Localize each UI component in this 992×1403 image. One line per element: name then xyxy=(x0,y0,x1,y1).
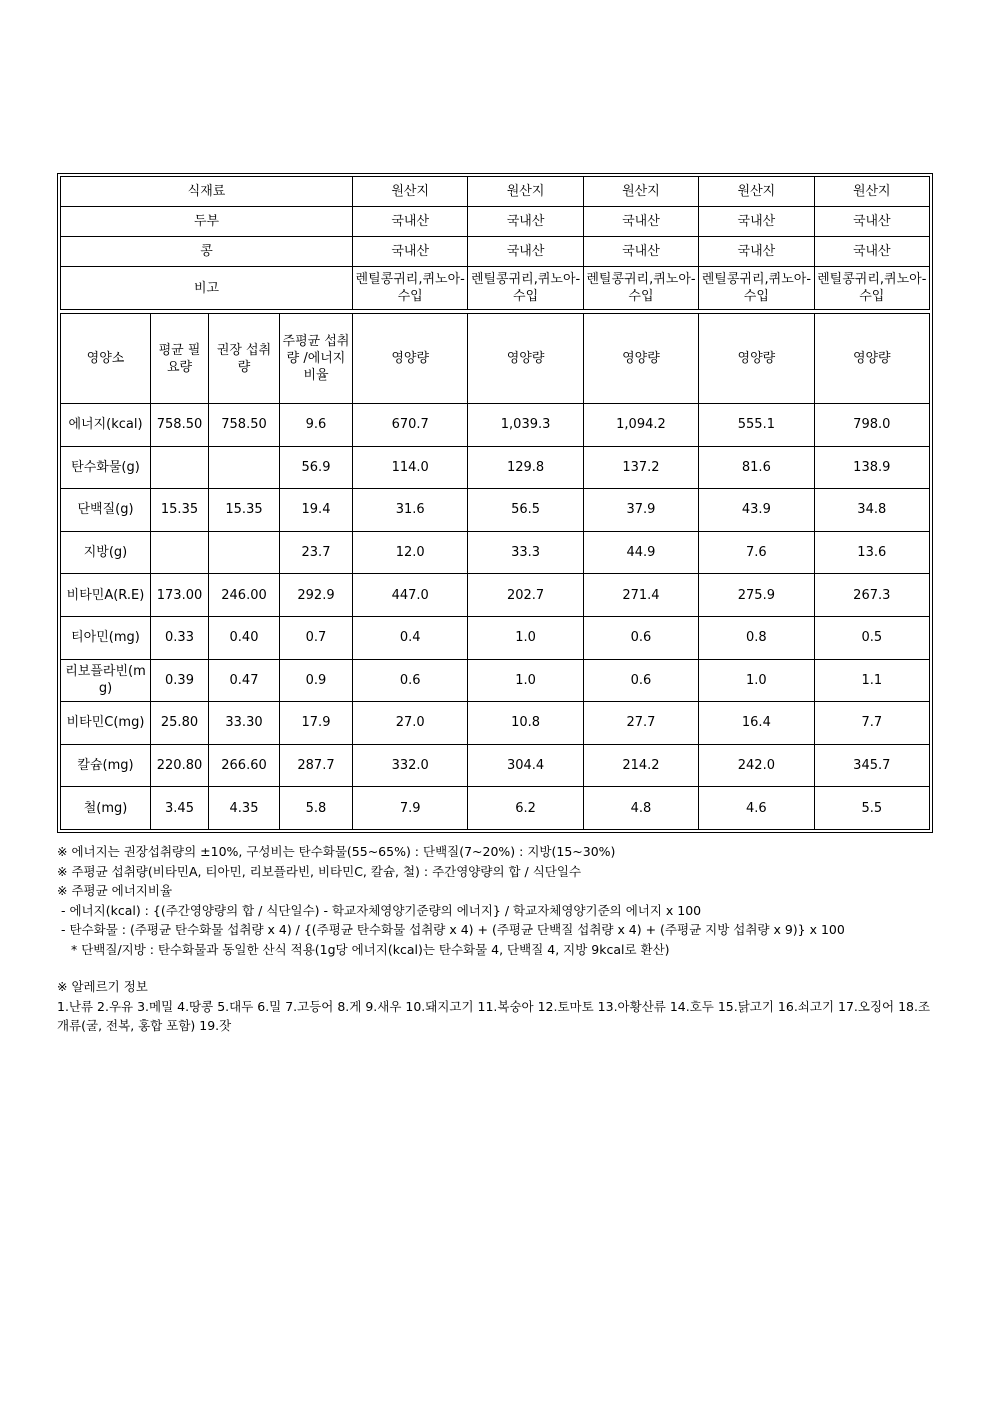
nutrient-amount: 27.0 xyxy=(353,702,468,745)
nutrient-amount: 0.6 xyxy=(583,659,698,702)
nutrient-amount: 0.4 xyxy=(353,616,468,659)
origin-value: 렌틸콩귀리,퀴노아-수입 xyxy=(583,267,698,310)
nutrient-name: 탄수화물(g) xyxy=(61,446,151,489)
nutrient-name: 칼슘(mg) xyxy=(61,744,151,787)
weekly-average-value: 292.9 xyxy=(280,574,353,617)
nutrient-amount: 27.7 xyxy=(583,702,698,745)
nutrient-amount: 33.3 xyxy=(468,531,583,574)
avg-required-value: 3.45 xyxy=(151,787,209,830)
nutrient-amount: 34.8 xyxy=(814,489,929,532)
nutrient-amount: 0.8 xyxy=(699,616,814,659)
origin-header: 원산지 xyxy=(468,177,583,207)
recommended-value: 4.35 xyxy=(209,787,280,830)
avg-required-value: 15.35 xyxy=(151,489,209,532)
nutrition-row xyxy=(61,616,930,659)
nutrient-amount: 44.9 xyxy=(583,531,698,574)
nutrient-amount: 447.0 xyxy=(353,574,468,617)
origin-header-row xyxy=(61,177,930,207)
nutrient-amount: 43.9 xyxy=(699,489,814,532)
nutrient-amount: 0.5 xyxy=(814,616,929,659)
nutrition-row xyxy=(61,404,930,447)
origin-value: 렌틸콩귀리,퀴노아-수입 xyxy=(468,267,583,310)
nutrient-amount: 267.3 xyxy=(814,574,929,617)
origin-value: 국내산 xyxy=(468,237,583,267)
nutrient-amount: 7.6 xyxy=(699,531,814,574)
recommended-value: 33.30 xyxy=(209,702,280,745)
origin-table xyxy=(60,176,930,310)
origin-value: 국내산 xyxy=(583,237,698,267)
origin-row-label: 콩 xyxy=(61,237,353,267)
recommended-header: 권장 섭취량 xyxy=(209,314,280,404)
origin-header: 원산지 xyxy=(814,177,929,207)
nutrient-amount: 1.0 xyxy=(468,659,583,702)
nutrient-amount: 0.6 xyxy=(353,659,468,702)
nutrient-amount: 4.6 xyxy=(699,787,814,830)
nutrient-amount: 7.9 xyxy=(353,787,468,830)
energy-ratio-title: ※ 주평균 에너지비율 xyxy=(57,883,173,898)
weekly-average-value: 23.7 xyxy=(280,531,353,574)
nutrient-amount: 31.6 xyxy=(353,489,468,532)
amount-header: 영양량 xyxy=(699,314,814,404)
nutrition-row xyxy=(61,489,930,532)
nutrient-amount: 37.9 xyxy=(583,489,698,532)
nutrient-amount: 13.6 xyxy=(814,531,929,574)
amount-header: 영양량 xyxy=(814,314,929,404)
origin-value: 국내산 xyxy=(353,237,468,267)
origin-row-label: 두부 xyxy=(61,207,353,237)
nutrient-name: 비타민C(mg) xyxy=(61,702,151,745)
nutrition-row xyxy=(61,659,930,702)
nutrient-amount: 798.0 xyxy=(814,404,929,447)
avg-required-value xyxy=(151,531,209,574)
nutrient-amount: 56.5 xyxy=(468,489,583,532)
origin-header: 원산지 xyxy=(699,177,814,207)
avg-required-value xyxy=(151,446,209,489)
origin-value: 국내산 xyxy=(699,237,814,267)
nutrient-amount: 7.7 xyxy=(814,702,929,745)
avg-required-value: 0.39 xyxy=(151,659,209,702)
avg-required-value: 0.33 xyxy=(151,616,209,659)
origin-row xyxy=(61,237,930,267)
amount-header: 영양량 xyxy=(583,314,698,404)
origin-value: 국내산 xyxy=(699,207,814,237)
weekly-average-value: 5.8 xyxy=(280,787,353,830)
origin-value: 국내산 xyxy=(468,207,583,237)
amount-header: 영양량 xyxy=(468,314,583,404)
origin-value: 렌틸콩귀리,퀴노아-수입 xyxy=(353,267,468,310)
weekly-average-note: ※ 주평균 섭취량(비타민A, 티아민, 리보플라빈, 비타민C, 칼슘, 철) : 주간영양량의 합 / 식단일수 xyxy=(57,863,582,879)
weekly-average-value: 19.4 xyxy=(280,489,353,532)
nutrition-header-row xyxy=(61,314,930,404)
nutrient-amount: 0.6 xyxy=(583,616,698,659)
weekly-average-value: 17.9 xyxy=(280,702,353,745)
nutrient-amount: 555.1 xyxy=(699,404,814,447)
nutrient-name: 철(mg) xyxy=(61,787,151,830)
weekly-average-value: 0.7 xyxy=(280,616,353,659)
origin-row-label: 비고 xyxy=(61,267,353,310)
nutrient-name: 지방(g) xyxy=(61,531,151,574)
avg-required-value: 220.80 xyxy=(151,744,209,787)
nutrient-amount: 271.4 xyxy=(583,574,698,617)
nutrition-row xyxy=(61,446,930,489)
amount-header: 영양량 xyxy=(353,314,468,404)
origin-row xyxy=(61,267,930,310)
protein-fat-ratio-note: * 단백질/지방 : 탄수화물과 동일한 산식 적용(1g당 에너지(kcal)는 탄수화물 4, 단백질 4, 지방 9kcal로 환산) xyxy=(71,941,670,957)
weekly-average-value: 9.6 xyxy=(280,404,353,447)
avg-required-value: 25.80 xyxy=(151,702,209,745)
nutrition-row xyxy=(61,787,930,830)
nutrient-amount: 16.4 xyxy=(699,702,814,745)
avg-required-value: 758.50 xyxy=(151,404,209,447)
ingredient-label: 식재료 xyxy=(61,177,353,207)
nutrition-table xyxy=(60,313,930,830)
nutrient-amount: 138.9 xyxy=(814,446,929,489)
nutrition-row xyxy=(61,531,930,574)
nutrition-row xyxy=(61,702,930,745)
origin-row xyxy=(61,207,930,237)
nutrient-amount: 1,039.3 xyxy=(468,404,583,447)
origin-value: 국내산 xyxy=(814,237,929,267)
avg-required-value: 173.00 xyxy=(151,574,209,617)
nutrient-amount: 1,094.2 xyxy=(583,404,698,447)
origin-header: 원산지 xyxy=(583,177,698,207)
origin-value: 국내산 xyxy=(814,207,929,237)
notes-section xyxy=(57,842,937,1036)
weekly-average-header: 주평균 섭취량 /에너지 비율 xyxy=(280,314,353,404)
nutrient-amount: 202.7 xyxy=(468,574,583,617)
nutrient-amount: 12.0 xyxy=(353,531,468,574)
recommended-value: 0.40 xyxy=(209,616,280,659)
nutrient-header: 영양소 xyxy=(61,314,151,404)
nutrient-amount: 6.2 xyxy=(468,787,583,830)
nutrient-amount: 81.6 xyxy=(699,446,814,489)
allergy-title: ※ 알레르기 정보 xyxy=(57,979,148,994)
origin-value: 국내산 xyxy=(583,207,698,237)
nutrient-amount: 4.8 xyxy=(583,787,698,830)
nutrient-name: 티아민(mg) xyxy=(61,616,151,659)
avg-required-header: 평균 필요량 xyxy=(151,314,209,404)
allergy-list: 1.난류 2.우유 3.메밀 4.땅콩 5.대두 6.밀 7.고등어 8.게 9.새우 10.돼지고기 11.복숭아 12.토마토 13.아황산류 14.호두 15.닭고기 16.쇠고기 17.오징어 18.조개류(굴, 전복, 홍합 포함) 19.잣 xyxy=(57,998,931,1033)
recommended-value: 758.50 xyxy=(209,404,280,447)
nutrient-name: 리보플라빈(mg) xyxy=(61,659,151,702)
nutrient-name: 비타민A(R.E) xyxy=(61,574,151,617)
nutrient-amount: 114.0 xyxy=(353,446,468,489)
weekly-average-value: 287.7 xyxy=(280,744,353,787)
origin-value: 렌틸콩귀리,퀴노아-수입 xyxy=(814,267,929,310)
nutrient-amount: 242.0 xyxy=(699,744,814,787)
recommended-value: 266.60 xyxy=(209,744,280,787)
recommended-value: 15.35 xyxy=(209,489,280,532)
recommended-value xyxy=(209,531,280,574)
origin-header: 원산지 xyxy=(353,177,468,207)
menu-info-frame xyxy=(57,173,933,833)
nutrient-amount: 275.9 xyxy=(699,574,814,617)
nutrient-amount: 332.0 xyxy=(353,744,468,787)
nutrient-amount: 5.5 xyxy=(814,787,929,830)
recommended-value: 0.47 xyxy=(209,659,280,702)
nutrient-amount: 304.4 xyxy=(468,744,583,787)
weekly-average-value: 56.9 xyxy=(280,446,353,489)
nutrition-row xyxy=(61,744,930,787)
nutrient-amount: 1.0 xyxy=(699,659,814,702)
nutrient-name: 단백질(g) xyxy=(61,489,151,532)
nutrient-amount: 1.0 xyxy=(468,616,583,659)
energy-note: ※ 에너지는 권장섭취량의 ±10%, 구성비는 탄수화물(55~65%) : 단백질(7~20%) : 지방(15~30%) xyxy=(57,844,616,859)
nutrient-amount: 137.2 xyxy=(583,446,698,489)
nutrient-amount: 1.1 xyxy=(814,659,929,702)
nutrient-amount: 10.8 xyxy=(468,702,583,745)
weekly-average-value: 0.9 xyxy=(280,659,353,702)
origin-value: 렌틸콩귀리,퀴노아-수입 xyxy=(699,267,814,310)
nutrition-row xyxy=(61,574,930,617)
origin-value: 국내산 xyxy=(353,207,468,237)
nutrient-amount: 214.2 xyxy=(583,744,698,787)
nutrient-name: 에너지(kcal) xyxy=(61,404,151,447)
nutrient-amount: 670.7 xyxy=(353,404,468,447)
energy-ratio-formula: - 에너지(kcal) : {(주간영양량의 합 / 식단일수) - 학교자체영양기준량의 에너지} / 학교자체영양기준의 에너지 x 100 xyxy=(61,902,702,918)
carb-ratio-formula: - 탄수화물 : (주평균 탄수화물 섭취량 x 4) / {(주평균 탄수화물 섭취량 x 4) + (주평균 단백질 섭취량 x 4) + (주평균 지방 섭취량 x 9)} x 100 xyxy=(61,922,845,937)
nutrient-amount: 345.7 xyxy=(814,744,929,787)
recommended-value xyxy=(209,446,280,489)
recommended-value: 246.00 xyxy=(209,574,280,617)
nutrient-amount: 129.8 xyxy=(468,446,583,489)
